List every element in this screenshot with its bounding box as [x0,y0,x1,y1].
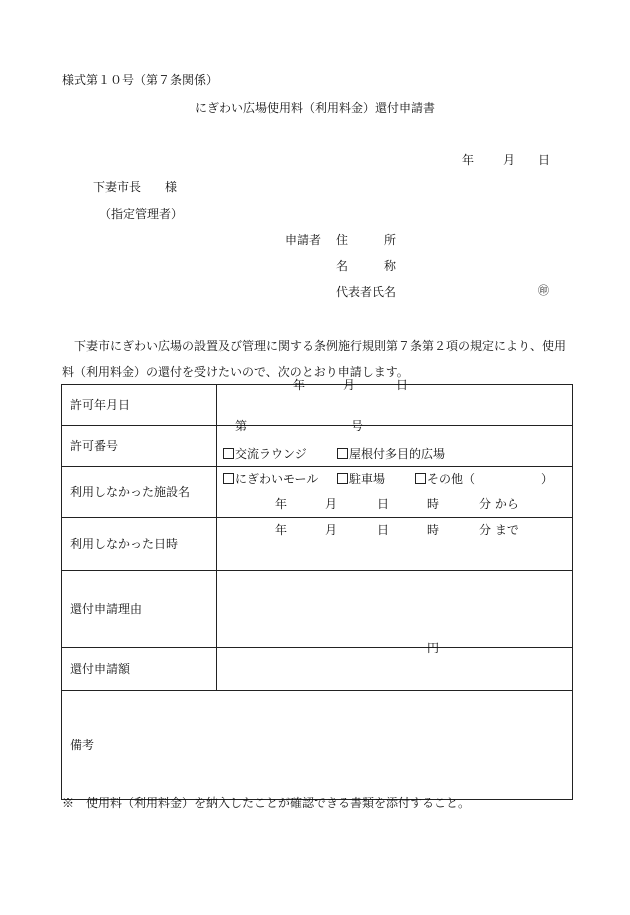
start-minute-label: 分 から [479,497,519,511]
applicant-name-label: 名 称 [336,259,397,273]
application-form-table [61,378,573,800]
permit-date-row [62,385,573,426]
checkbox-icon[interactable] [337,448,348,459]
attachment-note: ※ 使用料（利用料金）を納入したことが確認できる書類を添付すること。 [62,796,471,810]
date-day-label: 日 [538,153,551,167]
remarks-row [62,691,573,800]
application-statement: 下妻市にぎわい広場の設置及び管理に関する条例施行規則第７条第２項の規定により、使用料（利用料金）の還付を受けたいので、次のとおり申請します。 [62,339,567,379]
form-number: 様式第１０号（第７条関係） [62,73,219,87]
applicant-label: 申請者 [285,233,322,247]
unused-datetime-row [62,518,573,571]
checkbox-icon[interactable] [337,473,348,484]
permit-day-label: 日 [396,378,409,392]
refund-reason-row [62,571,573,648]
addressee-manager: （指定管理者） [99,207,184,221]
addressee-mayor: 下妻市長 様 [93,180,178,194]
unused-facility-label: 利用しなかった施設名 [62,467,217,518]
start-day-label: 日 [377,497,390,511]
applicant-representative-label: 代表者氏名 [336,285,397,299]
start-year-label: 年 [275,497,288,511]
date-month-label: 月 [503,153,516,167]
refund-reason-label: 還付申請理由 [62,571,217,648]
unused-datetime-field[interactable] [217,497,573,571]
end-hour-label: 時 [427,523,440,537]
end-day-label: 日 [377,523,390,537]
checkbox-icon[interactable] [415,473,426,484]
permit-date-label: 許可年月日 [62,385,217,426]
refund-amount-label: 還付申請額 [62,648,217,691]
date-year-label: 年 [462,153,475,167]
facility-option-roofed-plaza[interactable]: 屋根付多目的広場 [337,447,445,461]
facility-other-close: ） [541,472,554,486]
refund-amount-row [62,648,573,691]
permit-year-label: 年 [293,378,306,392]
start-month-label: 月 [325,497,338,511]
refund-reason-field[interactable] [217,571,573,648]
remarks-field[interactable] [62,691,573,800]
unused-facility-field [217,447,573,518]
seal-mark: ㊞ [538,284,549,297]
yen-unit: 円 [427,641,440,655]
applicant-address-label: 住 所 [336,233,397,247]
permit-number-suffix: 号 [351,419,364,433]
permit-date-field[interactable] [217,378,573,426]
facility-option-parking[interactable]: 駐車場 [337,472,385,486]
start-hour-label: 時 [427,497,440,511]
checkbox-icon[interactable] [223,448,234,459]
facility-option-mall[interactable]: にぎわいモール [223,472,318,486]
checkbox-icon[interactable] [223,473,234,484]
document-title: にぎわい広場使用料（利用料金）還付申請書 [194,101,435,115]
permit-month-label: 月 [343,378,356,392]
permit-number-row [62,426,573,467]
refund-amount-field[interactable] [217,641,573,691]
application-date [462,153,550,167]
end-month-label: 月 [325,523,338,537]
facility-option-lounge[interactable]: 交流ラウンジ [223,447,307,461]
permit-number-label: 許可番号 [62,426,217,467]
remarks-label: 備考 [70,737,95,752]
permit-number-prefix: 第 [235,419,248,433]
end-minute-label: 分 まで [479,523,519,537]
unused-datetime-label: 利用しなかった日時 [62,518,217,571]
end-year-label: 年 [275,523,288,537]
facility-option-other[interactable]: その他（ [415,472,475,486]
